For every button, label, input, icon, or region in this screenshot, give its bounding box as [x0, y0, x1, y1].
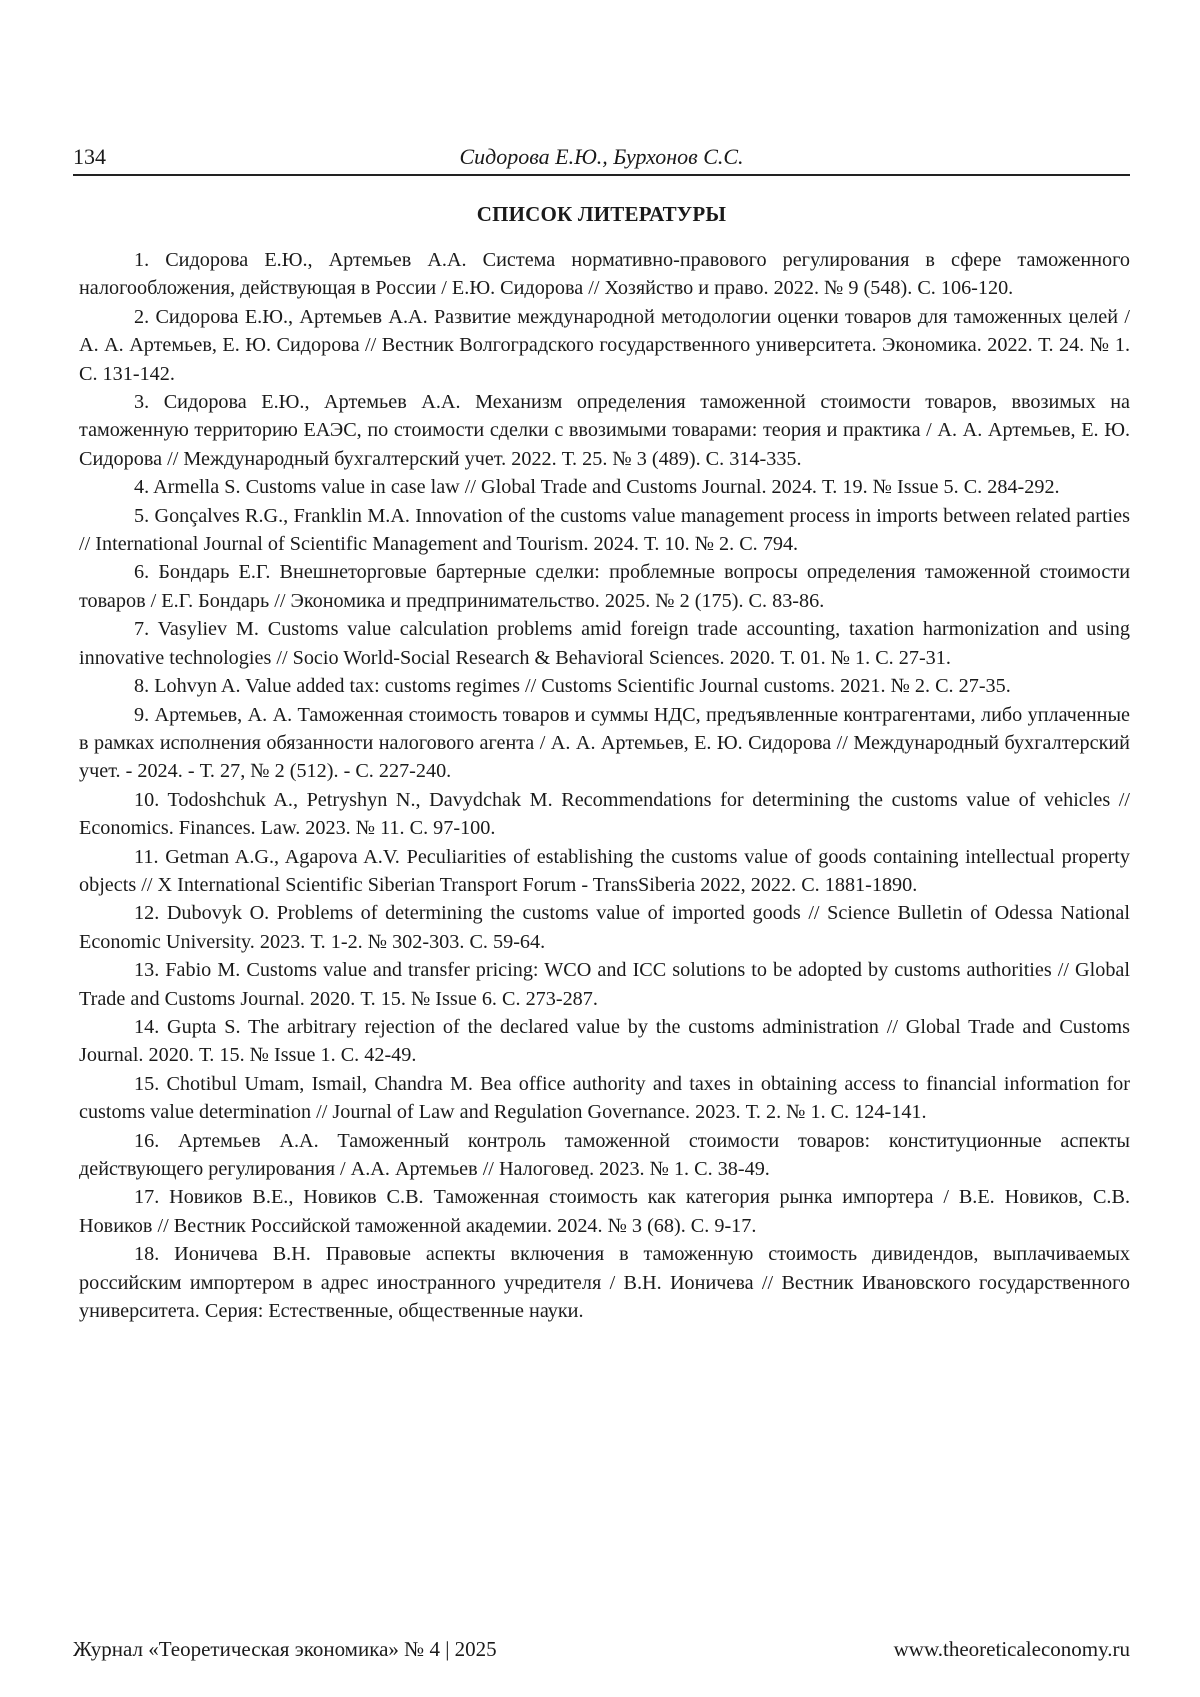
footer-website-link[interactable]: www.theoreticaleconomy.ru: [893, 1637, 1130, 1661]
reference-item: 5. Gonçalves R.G., Franklin M.A. Innovation of the customs value management process in imports between related parties // International Journal of Scientific Management and Tourism. 2024. Т. 10. № 2. С. 794.: [79, 504, 1130, 556]
reference-item: 17. Новиков В.Е., Новиков С.В. Таможенная стоимость как категория рынка импортера / В.Е. Новиков, С.В. Новиков // Вестник Российской таможенной академии. 2024. № 3 (68). С. 9-17.: [79, 1186, 1130, 1237]
reference-item: 3. Сидорова Е.Ю., Артемьев А.А. Механизм определения таможенной стоимости товаров, ввозимых на таможенную территорию ЕАЭС, по стоимости сделки с ввозимыми товарами: теория и практика / А. А. Артемьев, Е. Ю. Сидорова // Международный бухгалтерский учет. 2022. Т. 25. № 3 (489). С. 314-335.: [79, 391, 1130, 470]
reference-list: [79, 246, 1130, 1325]
page-number: 134: [73, 144, 106, 169]
reference-item: 15. Chotibul Umam, Ismail, Chandra M. Bea office authority and taxes in obtaining access to financial information for customs value determination // Journal of Law and Regulation Governance. 2023. Т. 2. № 1. С. 124-141.: [79, 1072, 1130, 1124]
reference-item: 11. Getman A.G., Agapova A.V. Peculiarities of establishing the customs value of goods containing intellectual property objects // X International Scientific Siberian Transport Forum - TransSiberia 2022, 2022. С. 1881-1890.: [79, 845, 1130, 896]
reference-item: 14. Gupta S. The arbitrary rejection of the declared value by the customs administration // Global Trade and Customs Journal. 2020. Т. 15. № Issue 1. С. 42-49.: [79, 1015, 1130, 1067]
reference-item: 18. Ионичева В.Н. Правовые аспекты включения в таможенную стоимость дивидендов, выплачиваемых российским импортером в адрес иностранного учредителя / В.Н. Ионичева // Вестник Ивановского государственного университета. Серия: Естественные, общественные науки.: [79, 1243, 1130, 1323]
running-head-authors: Сидорова Е.Ю., Бурхонов С.С.: [459, 144, 744, 169]
reference-item: 8. Lohvyn A. Value added tax: customs regimes // Customs Scientific Journal customs. 2021. № 2. С. 27-35.: [134, 675, 1011, 698]
reference-item: 10. Todoshchuk A., Petryshyn N., Davydchak M. Recommendations for determining the customs value of vehicles // Economics. Finances. Law. 2023. № 11. С. 97-100.: [79, 788, 1130, 840]
reference-item: 13. Fabio M. Customs value and transfer pricing: WCO and ICC solutions to be adopted by customs authorities // Global Trade and Customs Journal. 2020. Т. 15. № Issue 6. С. 273-287.: [79, 959, 1130, 1010]
reference-item: 2. Сидорова Е.Ю., Артемьев А.А. Развитие международной методологии оценки товаров для таможенных целей / А. А. Артемьев, Е. Ю. Сидорова // Вестник Волгоградского государственного университета. Экономика. 2022. Т. 24. № 1. С. 131-142.: [79, 305, 1130, 385]
reference-item: 12. Dubovyk O. Problems of determining the customs value of imported goods // Science Bulletin of Odessa National Economic University. 2023. Т. 1-2. № 302-303. С. 59-64.: [79, 902, 1130, 953]
section-title: СПИСОК ЛИТЕРАТУРЫ: [476, 202, 727, 226]
reference-item: 4. Armella S. Customs value in case law // Global Trade and Customs Journal. 2024. Т. 19. № Issue 5. С. 284-292.: [134, 476, 1060, 499]
reference-item: 7. Vasyliev M. Customs value calculation problems amid foreign trade accounting, taxation harmonization and using innovative technologies // Socio World-Social Research & Behavioral Sciences. 2020. Т. 01. № 1. С. 27-31.: [79, 618, 1130, 669]
reference-item: 9. Артемьев, А. А. Таможенная стоимость товаров и суммы НДС, предъявленные контрагентами, либо уплаченные в рамках исполнения обязанности налогового агента / А. А. Артемьев, Е. Ю. Сидорова // Международный бухгалтерский учет. - 2024. - Т. 27, № 2 (512). - С. 227-240.: [79, 703, 1130, 783]
footer-journal-name: Журнал «Теоретическая экономика» № 4 | 2025: [73, 1637, 497, 1661]
page-header: [73, 140, 1130, 176]
reference-item: 16. Артемьев А.А. Таможенный контроль таможенной стоимости товаров: конституционные аспекты действующего регулирования / А.А. Артемьев // Налоговед. 2023. № 1. С. 38-49.: [79, 1129, 1130, 1180]
reference-item: 1. Сидорова Е.Ю., Артемьев А.А. Система нормативно-правового регулирования в сфере таможенного налогообложения, действующая в России / Е.Ю. Сидорова // Хозяйство и право. 2022. № 9 (548). С. 106-120.: [79, 249, 1130, 300]
reference-item: 6. Бондарь Е.Г. Внешнеторговые бартерные сделки: проблемные вопросы определения таможенной стоимости товаров / Е.Г. Бондарь // Экономика и предпринимательство. 2025. № 2 (175). С. 83-86.: [79, 561, 1130, 612]
